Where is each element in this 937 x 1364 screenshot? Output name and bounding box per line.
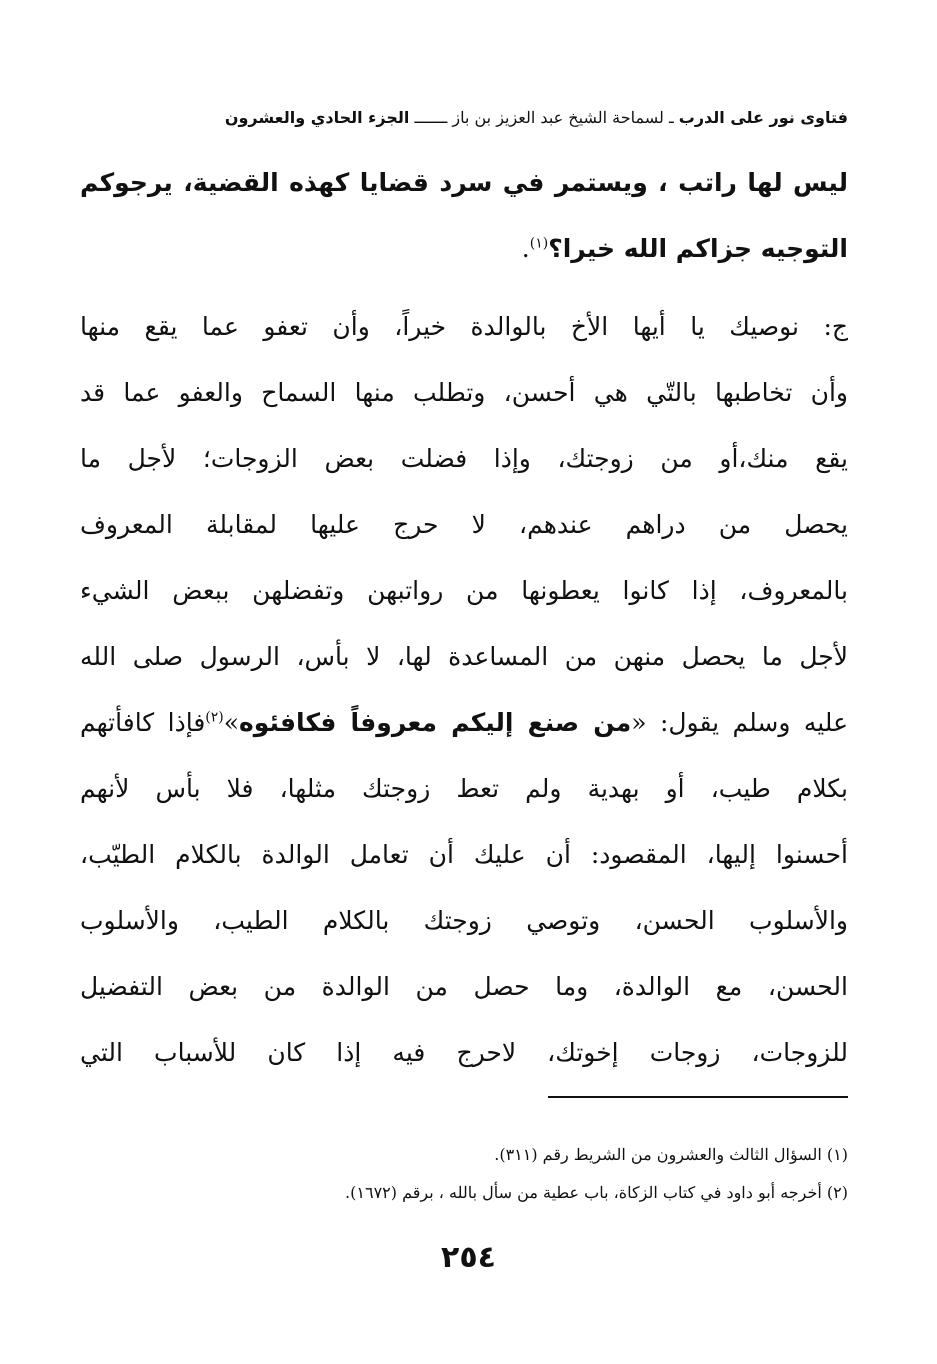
answer-line-8: بكلام طيب، أو بهدية ولم تعط زوجتك مثلها، فلا بأس لأنهم: [80, 774, 848, 803]
footnote-ref-2[interactable]: (٢): [205, 709, 224, 726]
paragraph-gap: [80, 282, 848, 294]
page-number: ٢٥٤: [441, 1240, 496, 1275]
footnotes: [80, 1136, 848, 1212]
answer-line-9: أحسنوا إليها، المقصود: أن عليك أن تعامل الوالدة بالكلام الطيّب،: [80, 840, 848, 869]
answer-line-12: للزوجات، زوجات إخوتك، لاحرج فيه إذا كان للأسباب التي: [80, 1038, 848, 1067]
question-period: .: [521, 234, 530, 263]
answer-line-6: لأجل ما يحصل منهن من المساعدة لها، لا بأس، الرسول صلى الله: [80, 642, 848, 671]
answer-line-2: وأن تخاطبها بالتّي هي أحسن، وتطلب منها السماح والعفو عما قد: [80, 378, 848, 407]
running-header: [80, 106, 848, 130]
volume-label: الجزء الحادي والعشرون: [224, 108, 410, 127]
footnote-divider: [548, 1096, 848, 1098]
footnote-2: (٢) أخرجه أبو داود في كتاب الزكاة، باب عطية من سأل بالله ، برقم (١٦٧٢).: [345, 1183, 848, 1202]
footnote-1: (١) السؤال الثالث والعشرون من الشريط رقم (٣١١).: [494, 1145, 848, 1164]
hadith-quote: من صنع إليكم معروفاً فكافئوه: [239, 708, 632, 737]
question-text-end: التوجيه جزاكم الله خيرا؟: [548, 234, 848, 263]
question-line-1: ليس لها راتب ، ويستمر في سرد قضايا كهذه القضية، يرجوكم: [80, 168, 848, 197]
answer-line-1: ج: نوصيك يا أيها الأخ بالوالدة خيراً، وأن تعفو عما يقع منها: [80, 312, 848, 341]
main-text: [80, 150, 848, 1086]
header-subtitle: ـ لسماحة الشيخ عبد العزيز بن باز ـــــــ: [414, 108, 674, 127]
footnote-ref-1[interactable]: (١): [529, 235, 549, 252]
answer-line-5: بالمعروف، إذا كانوا يعطونها من رواتبهن وتفضلهن ببعض الشيء: [80, 576, 848, 605]
question-line-2: [80, 216, 848, 282]
answer-line-11: الحسن، مع الوالدة، وما حصل من الوالدة من بعض التفضيل: [80, 972, 848, 1001]
answer-line-4: يحصل من دراهم عندهم، لا حرج عليها لمقابلة المعروف: [80, 510, 848, 539]
book-title: فتاوى نور على الدرب: [678, 108, 848, 127]
answer-line-7: عليه وسلم يقول: «من صنع إليكم معروفاً فكافئوه»$^{(٢)}$فإذا كافأتهم: [80, 708, 848, 737]
answer-line-3: يقع منك،أو من زوجتك، وإذا فضلت بعض الزوجات؛ لأجل ما: [80, 444, 848, 473]
answer-line-10: والأسلوب الحسن، وتوصي زوجتك بالكلام الطيب، والأسلوب: [80, 906, 848, 935]
